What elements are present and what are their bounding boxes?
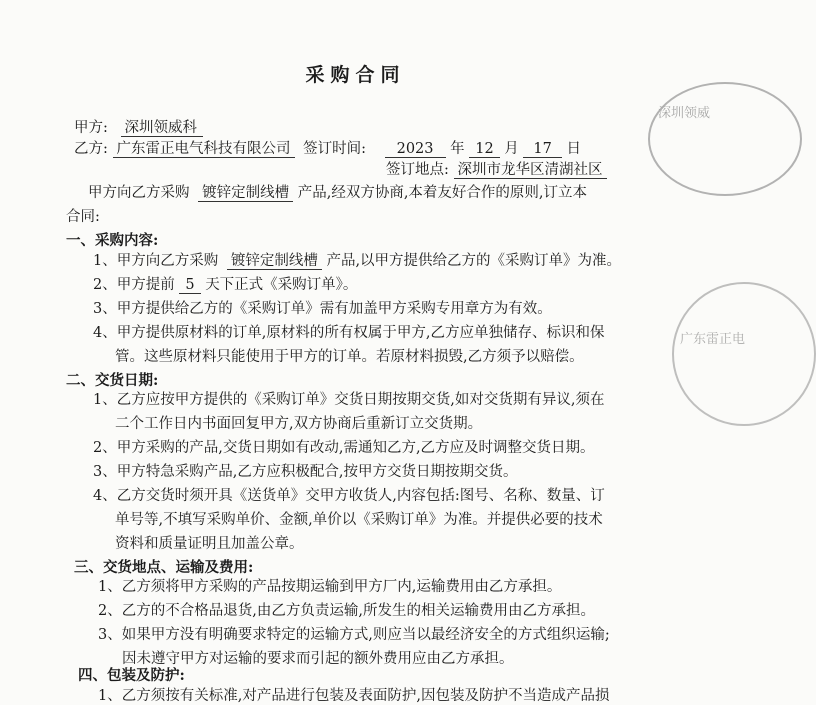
sign-place-value: 深圳市龙华区清湖社区 <box>454 162 607 179</box>
intro-pre: 甲方向乙方采购 <box>88 185 190 201</box>
intro-post: 产品,经双方协商,本着友好合作的原则,订立本 <box>297 185 588 201</box>
s1-item-1 <box>93 249 621 270</box>
company-seal-a <box>648 82 802 196</box>
s1-i2-pre: 2、甲方提前 <box>93 277 175 293</box>
sign-place-row <box>386 158 607 179</box>
s1-i2-days: 5 <box>179 277 200 294</box>
year-unit: 年 <box>450 141 465 157</box>
s3-item-3-line-1: 3、如果甲方没有明确要求特定的运输方式,则应当以最经济安全的方式组织运输; <box>98 627 610 643</box>
sign-day: 17 <box>523 141 561 158</box>
party-a-row <box>74 116 203 137</box>
s1-i1-pre: 1、甲方向乙方采购 <box>93 253 219 269</box>
s2-item-4-line-2: 单号等,不填写采购单价、金额,单价以《采购订单》为准。并提供必要的技术 <box>115 512 603 528</box>
company-seal-b <box>672 282 816 426</box>
s2-item-2: 2、甲方采购的产品,交货日期如有改动,需通知乙方,乙方应及时调整交货日期。 <box>93 440 595 456</box>
s2-item-4-line-3: 资料和质量证明且加盖公章。 <box>115 536 304 552</box>
sign-month: 12 <box>469 141 499 158</box>
month-unit: 月 <box>504 141 519 157</box>
section-heading-3: 三、交货地点、运输及费用: <box>74 559 254 576</box>
s2-item-1-line-1: 1、乙方应按甲方提供的《采购订单》交货日期按期交货,如对交货期有异议,须在 <box>93 392 605 408</box>
document-title: 采购合同 <box>305 64 406 86</box>
section-heading-1: 一、采购内容: <box>66 232 159 249</box>
intro-product: 镀锌定制线槽 <box>198 185 293 202</box>
s4-item-1: 1、乙方须按有关标准,对产品进行包装及表面防护,因包装及防护不当造成产品损 <box>98 688 610 704</box>
sign-place-label: 签订地点: <box>386 162 449 178</box>
party-a-label: 甲方: <box>74 120 108 136</box>
party-b-label: 乙方: <box>74 141 108 157</box>
seal-a-text: 深圳领威 <box>658 106 711 121</box>
intro-line <box>88 181 587 202</box>
s2-item-4-line-1: 4、乙方交货时须开具《送货单》交甲方收货人,内容包括:图号、名称、数量、订 <box>93 488 605 504</box>
s1-i1-post: 产品,以甲方提供给乙方的《采购订单》为准。 <box>326 253 622 269</box>
seal-b-text: 广东雷正电 <box>680 332 746 347</box>
s1-i2-post: 天下正式《采购订单》。 <box>205 277 358 293</box>
s3-item-3-line-2: 因未遵守甲方对运输的要求而引起的额外费用应由乙方承担。 <box>122 651 514 667</box>
intro-cont: 合同: <box>66 209 100 225</box>
s1-item-3: 3、甲方提供给乙方的《采购订单》需有加盖甲方采购专用章方为有效。 <box>93 301 552 317</box>
s3-item-2: 2、乙方的不合格品退货,由乙方负责运输,所发生的相关运输费用由乙方承担。 <box>98 603 595 619</box>
s2-item-1-line-2: 二个工作日内书面回复甲方,双方协商后重新订立交货期。 <box>115 416 483 432</box>
s1-item-4-line-1: 4、甲方提供原材料的订单,原材料的所有权属于甲方,乙方应单独储存、标识和保 <box>93 325 605 341</box>
day-unit: 日 <box>566 141 581 157</box>
party-b-row <box>74 137 581 158</box>
s1-item-4-line-2: 管。这些原材料只能使用于甲方的订单。若原材料损毁,乙方须予以赔偿。 <box>115 349 584 365</box>
sign-year: 2023 <box>385 141 446 158</box>
party-b-name: 广东雷正电气科技有限公司 <box>113 141 295 158</box>
s3-item-1: 1、乙方须将甲方采购的产品按期运输到甲方厂内,运输费用由乙方承担。 <box>98 579 562 595</box>
sign-date-label: 签订时间: <box>303 141 366 157</box>
section-heading-4: 四、包装及防护: <box>78 667 185 684</box>
party-a-name: 深圳领威科 <box>121 120 204 137</box>
s2-item-3: 3、甲方特急采购产品,乙方应积极配合,按甲方交货日期按期交货。 <box>93 464 518 480</box>
section-heading-2: 二、交货日期: <box>66 372 159 389</box>
s1-i1-product: 镀锌定制线槽 <box>227 253 322 270</box>
s1-item-2 <box>93 273 357 294</box>
